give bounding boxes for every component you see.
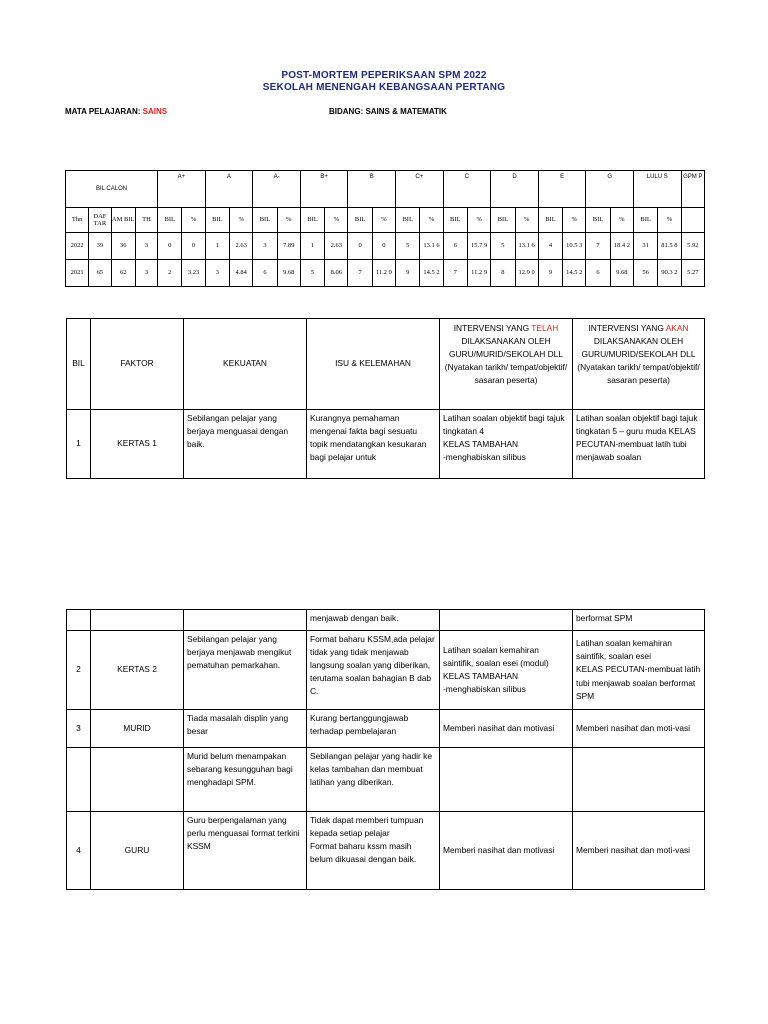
- pct-subheader: %: [610, 208, 633, 233]
- pct-subheader: %: [182, 208, 205, 233]
- grade-pct-cell: 11.2 9: [372, 260, 395, 287]
- done-intervention-cell-line: Memberi nasihat dan motivasi: [443, 722, 555, 733]
- sub-header-row: [66, 208, 705, 233]
- issue-cell: [307, 748, 440, 812]
- field-line: BIDANG: SAINS & MATEMATIK: [329, 107, 447, 116]
- plan-intervention-cell-line: Latihan soalan objektif bagi tajuk tingkatan 5 – guru muda KELAS PECUTAN-membuat latih tubi menjawab soalan: [576, 413, 698, 463]
- grade-bil-cell: 6: [253, 260, 277, 287]
- registered-header: DAF TAR: [89, 208, 111, 233]
- analysis-table-2: [66, 609, 705, 890]
- issue-cell: [307, 610, 440, 631]
- bil-subheader: BIL: [396, 208, 420, 233]
- plan-intervention-cell: [573, 748, 705, 812]
- gpmp-cell: 5.27: [681, 260, 704, 287]
- pass-pct-cell: 81.5 8: [658, 233, 681, 260]
- grade-bil-cell: 9: [396, 260, 420, 287]
- absent-header: TH: [135, 208, 157, 233]
- sat-header: AM BIL: [111, 208, 135, 233]
- grade-header: A+: [158, 171, 206, 208]
- analysis-row: [67, 631, 705, 710]
- grade-bil-cell: 4: [538, 233, 562, 260]
- pct-subheader: %: [420, 208, 443, 233]
- bil-cell-line: 2: [76, 664, 81, 675]
- issue-cell-line: Tidak dapat memberi tumpuan kepada setiap pelajar: [310, 815, 424, 839]
- bil-cell-line: 3: [76, 722, 81, 733]
- grade-bil-cell: 1: [205, 233, 229, 260]
- done-intervention-cell: [440, 610, 573, 631]
- done-intervention-cell-line: Memberi nasihat dan motivasi: [443, 844, 555, 855]
- grade-bil-cell: 7: [586, 233, 610, 260]
- done-intervention-header: [440, 319, 573, 410]
- absent-cell: 3: [135, 260, 157, 287]
- year-cell: 2021: [66, 260, 89, 287]
- strength-header: KEKUATAN: [184, 319, 307, 410]
- year-cell: 2022: [66, 233, 89, 260]
- done-intervention-cell: [440, 748, 573, 812]
- analysis-header-row: [67, 319, 705, 410]
- grade-bil-cell: 5: [300, 260, 324, 287]
- analysis-row: [67, 748, 705, 812]
- analysis-table-1: [66, 318, 705, 479]
- grade-bil-cell: 6: [586, 260, 610, 287]
- grade-header: G: [586, 171, 634, 208]
- issue-cell-line: Kurang bertanggungjawab terhadap pembelajaran: [310, 713, 409, 737]
- grade-bil-cell: 1: [300, 233, 324, 260]
- grade-pct-cell: 4.84: [230, 260, 253, 287]
- strength-cell: [184, 631, 307, 710]
- grade-pct-cell: 12.9 0: [515, 260, 538, 287]
- bil-cell: [67, 631, 91, 710]
- plan-intervention-cell: [573, 610, 705, 631]
- grade-pct-cell: 9.68: [277, 260, 300, 287]
- bil-subheader: BIL: [586, 208, 610, 233]
- grade-bil-cell: 6: [443, 233, 467, 260]
- grade-header: A-: [253, 171, 301, 208]
- issue-header: ISU & KELEMAHAN: [307, 319, 440, 410]
- issue-cell-line: Format baharu kssm masih belum dikuasai dengan baik.: [310, 841, 417, 865]
- pass-bil-cell: 31: [633, 233, 657, 260]
- grade-bil-cell: 7: [443, 260, 467, 287]
- grade-pct-cell: 7.89: [277, 233, 300, 260]
- grade-bil-cell: 5: [491, 233, 515, 260]
- bil-subheader: BIL: [300, 208, 324, 233]
- pass-pct-cell: 90.3 2: [658, 260, 681, 287]
- issue-cell-line: Format baharu KSSM,ada pelajar tidak yang tidak menjawab langsung soalan yang diberikan, terutama soalan bahagian B dab C.: [310, 634, 435, 697]
- grade-pct-cell: 0: [372, 233, 395, 260]
- issue-cell: [307, 631, 440, 710]
- bil-cell: [67, 812, 91, 890]
- pct-subheader: %: [658, 208, 681, 233]
- factor-cell-line: GURU: [124, 844, 150, 855]
- pct-subheader: %: [230, 208, 253, 233]
- done-intervention-cell: [440, 710, 573, 748]
- strength-cell-line: Tiada masalah displin yang besar: [187, 713, 289, 737]
- issue-cell: [307, 812, 440, 890]
- strength-cell: [184, 710, 307, 748]
- analysis-row: [67, 410, 705, 479]
- year-header: Thn: [66, 208, 89, 233]
- factor-cell-line: MURID: [123, 722, 151, 733]
- issue-cell: [307, 410, 440, 479]
- grade-header: C+: [396, 171, 444, 208]
- done-intervention-cell-line: -menghabiskan silibus: [443, 684, 526, 695]
- gpmp-header: GPM P: [681, 171, 704, 208]
- factor-cell: [91, 812, 184, 890]
- grade-header: E: [538, 171, 586, 208]
- gpmp-subheader: [681, 208, 704, 233]
- doc-title: POST-MORTEM PEPERIKSAAN SPM 2022: [281, 70, 487, 81]
- strength-cell-line: Guru berpengalaman yang perlu menguasai format terkini KSSM: [187, 815, 300, 852]
- bil-subheader: BIL: [633, 208, 657, 233]
- grade-bil-cell: 3: [205, 260, 229, 287]
- grade-pct-cell: 15.7 9: [467, 233, 490, 260]
- absent-cell: 3: [135, 233, 157, 260]
- registered-cell: 39: [89, 233, 111, 260]
- plan-intervention-header: [573, 319, 705, 410]
- bil-cell: [67, 710, 91, 748]
- factor-cell: [91, 631, 184, 710]
- bil-cell-line: 4: [76, 844, 81, 855]
- bil-subheader: BIL: [538, 208, 562, 233]
- factor-cell: [91, 748, 184, 812]
- grade-pct-cell: 3.23: [182, 260, 205, 287]
- plan-header-keyword: AKAN: [665, 323, 689, 333]
- strength-cell-line: Sebilangan pelajar yang berjaya menjawab mengikut pematuhan pemarkahan.: [187, 634, 292, 671]
- factor-cell-line: KERTAS 2: [117, 664, 157, 675]
- grade-pct-cell: 0: [182, 233, 205, 260]
- factor-cell: [91, 610, 184, 631]
- grade-header: B: [348, 171, 396, 208]
- bil-cell-line: 1: [76, 438, 81, 449]
- bil-subheader: BIL: [348, 208, 372, 233]
- grade-pct-cell: 13.1 6: [420, 233, 443, 260]
- bil-subheader: BIL: [443, 208, 467, 233]
- pct-subheader: %: [515, 208, 538, 233]
- grade-pct-cell: 2.63: [325, 233, 348, 260]
- grade-bil-cell: 8: [491, 260, 515, 287]
- plan-header-prefix: INTERVENSI YANG: [588, 323, 666, 333]
- pct-subheader: %: [325, 208, 348, 233]
- grade-header: D: [491, 171, 539, 208]
- plan-header-suffix: DILAKSANAKAN OLEH GURU/MURID/SEKOLAH DLL (Nyatakan tarikh/ tempat/objektif/ sasaran peserta): [577, 336, 700, 386]
- bil-subheader: BIL: [158, 208, 182, 233]
- registered-cell: 65: [89, 260, 111, 287]
- grade-pct-cell: 14.5 2: [563, 260, 586, 287]
- sat-cell: 62: [111, 260, 135, 287]
- factor-cell: [91, 710, 184, 748]
- pass-bil-cell: 56: [633, 260, 657, 287]
- strength-cell-line: Sebilangan pelajar yang berjaya menguasai dengan baik.: [187, 413, 289, 450]
- analysis-row: [67, 610, 705, 631]
- bil-cell: [67, 610, 91, 631]
- grade-pct-cell: 14.5 2: [420, 260, 443, 287]
- sat-cell: 36: [111, 233, 135, 260]
- done-intervention-cell: [440, 631, 573, 710]
- grade-pct-cell: 8.06: [325, 260, 348, 287]
- pct-subheader: %: [563, 208, 586, 233]
- issue-cell-line: menjawab dengan baik.: [310, 613, 399, 623]
- plan-intervention-cell: [573, 812, 705, 890]
- done-header-suffix: DILAKSANAKAN OLEH GURU/MURID/SEKOLAH DLL (Nyatakan tarikh/ tempat/objektif/ sasaran peserta): [444, 336, 568, 386]
- grade-bil-cell: 9: [538, 260, 562, 287]
- bil-cell: [67, 410, 91, 479]
- plan-intervention-cell: [573, 631, 705, 710]
- grade-pct-cell: 11.2 9: [467, 260, 490, 287]
- grade-bil-cell: 0: [348, 233, 372, 260]
- plan-intervention-cell-line: Latihan soalan kemahiran saintifik, soalan esei: [576, 638, 672, 662]
- grade-header-row: [66, 171, 705, 208]
- bil-header: BIL: [67, 319, 91, 410]
- strength-cell: [184, 410, 307, 479]
- pct-subheader: %: [277, 208, 300, 233]
- factor-header: FAKTOR: [91, 319, 184, 410]
- strength-cell: [184, 748, 307, 812]
- done-intervention-cell-line: Latihan soalan objektif bagi tajuk tingkatan 4: [443, 413, 565, 437]
- done-intervention-cell-line: Latihan soalan kemahiran saintifik, soalan esei (modul): [443, 644, 549, 668]
- subject-value: SAINS: [142, 107, 168, 116]
- grade-pct-cell: 9.68: [610, 260, 633, 287]
- grade-pct-cell: 10.5 3: [563, 233, 586, 260]
- done-intervention-cell-line: KELAS TAMBAHAN: [443, 671, 519, 681]
- grade-bil-cell: 7: [348, 260, 372, 287]
- pass-header: LULU S: [633, 171, 681, 208]
- pct-subheader: %: [467, 208, 490, 233]
- grade-bil-cell: 5: [396, 233, 420, 260]
- factor-cell: [91, 410, 184, 479]
- subject-label: MATA PELAJARAN:: [65, 107, 143, 116]
- done-intervention-cell: [440, 410, 573, 479]
- strength-cell-line: Murid belum menampakan sebarang kesungguhan bagi menghadapi SPM.: [187, 751, 293, 788]
- strength-cell: [184, 812, 307, 890]
- grade-bil-cell: 2: [158, 260, 182, 287]
- grade-pct-cell: 18.4 2: [610, 233, 633, 260]
- analysis-row: [67, 710, 705, 748]
- plan-intervention-cell-line: berformat SPM: [576, 613, 633, 623]
- grade-pct-cell: 13.1 6: [515, 233, 538, 260]
- grade-header: B+: [300, 171, 348, 208]
- subject-line: [65, 107, 167, 116]
- bil-subheader: BIL: [205, 208, 229, 233]
- grade-header: C: [443, 171, 491, 208]
- plan-intervention-cell: [573, 710, 705, 748]
- issue-cell-line: Sebilangan pelajar yang hadir ke kelas tambahan dan membuat latihan yang diberikan.: [310, 751, 432, 788]
- strength-cell: [184, 610, 307, 631]
- bil-subheader: BIL: [491, 208, 515, 233]
- school-name: SEKOLAH MENENGAH KEBANGSAAN PERTANG: [262, 82, 506, 93]
- pct-subheader: %: [372, 208, 395, 233]
- plan-intervention-cell: [573, 410, 705, 479]
- results-table: [65, 170, 705, 287]
- done-intervention-cell-line: KELAS TAMBAHAN: [443, 439, 519, 450]
- grade-header: A: [205, 171, 253, 208]
- plan-intervention-cell-line: Memberi nasihat dan moti-vasi: [576, 722, 691, 733]
- done-intervention-cell: [440, 812, 573, 890]
- grade-pct-cell: 2.63: [230, 233, 253, 260]
- candidates-header: BIL CALON: [66, 171, 158, 208]
- issue-cell-line: Kurangnya pemahaman mengenai fakta bagi sesuatu topik mendatangkan kesukaran bagi pelajar untuk: [310, 413, 427, 463]
- done-intervention-cell-line: -menghabiskan silibus: [443, 452, 526, 463]
- result-row: [66, 260, 705, 287]
- bil-subheader: BIL: [253, 208, 277, 233]
- done-header-keyword: TELAH: [531, 323, 559, 333]
- grade-bil-cell: 3: [253, 233, 277, 260]
- analysis-row: [67, 812, 705, 890]
- plan-intervention-cell-line: Memberi nasihat dan moti-vasi: [576, 844, 691, 855]
- factor-cell-line: KERTAS 1: [117, 438, 157, 449]
- issue-cell: [307, 710, 440, 748]
- done-header-prefix: INTERVENSI YANG: [453, 323, 532, 333]
- gpmp-cell: 5.92: [681, 233, 704, 260]
- bil-cell: [67, 748, 91, 812]
- result-row: [66, 233, 705, 260]
- grade-bil-cell: 0: [158, 233, 182, 260]
- plan-intervention-cell-line: KELAS PECUTAN-membuat latih tubi menjawab soalan berformat SPM: [576, 664, 701, 701]
